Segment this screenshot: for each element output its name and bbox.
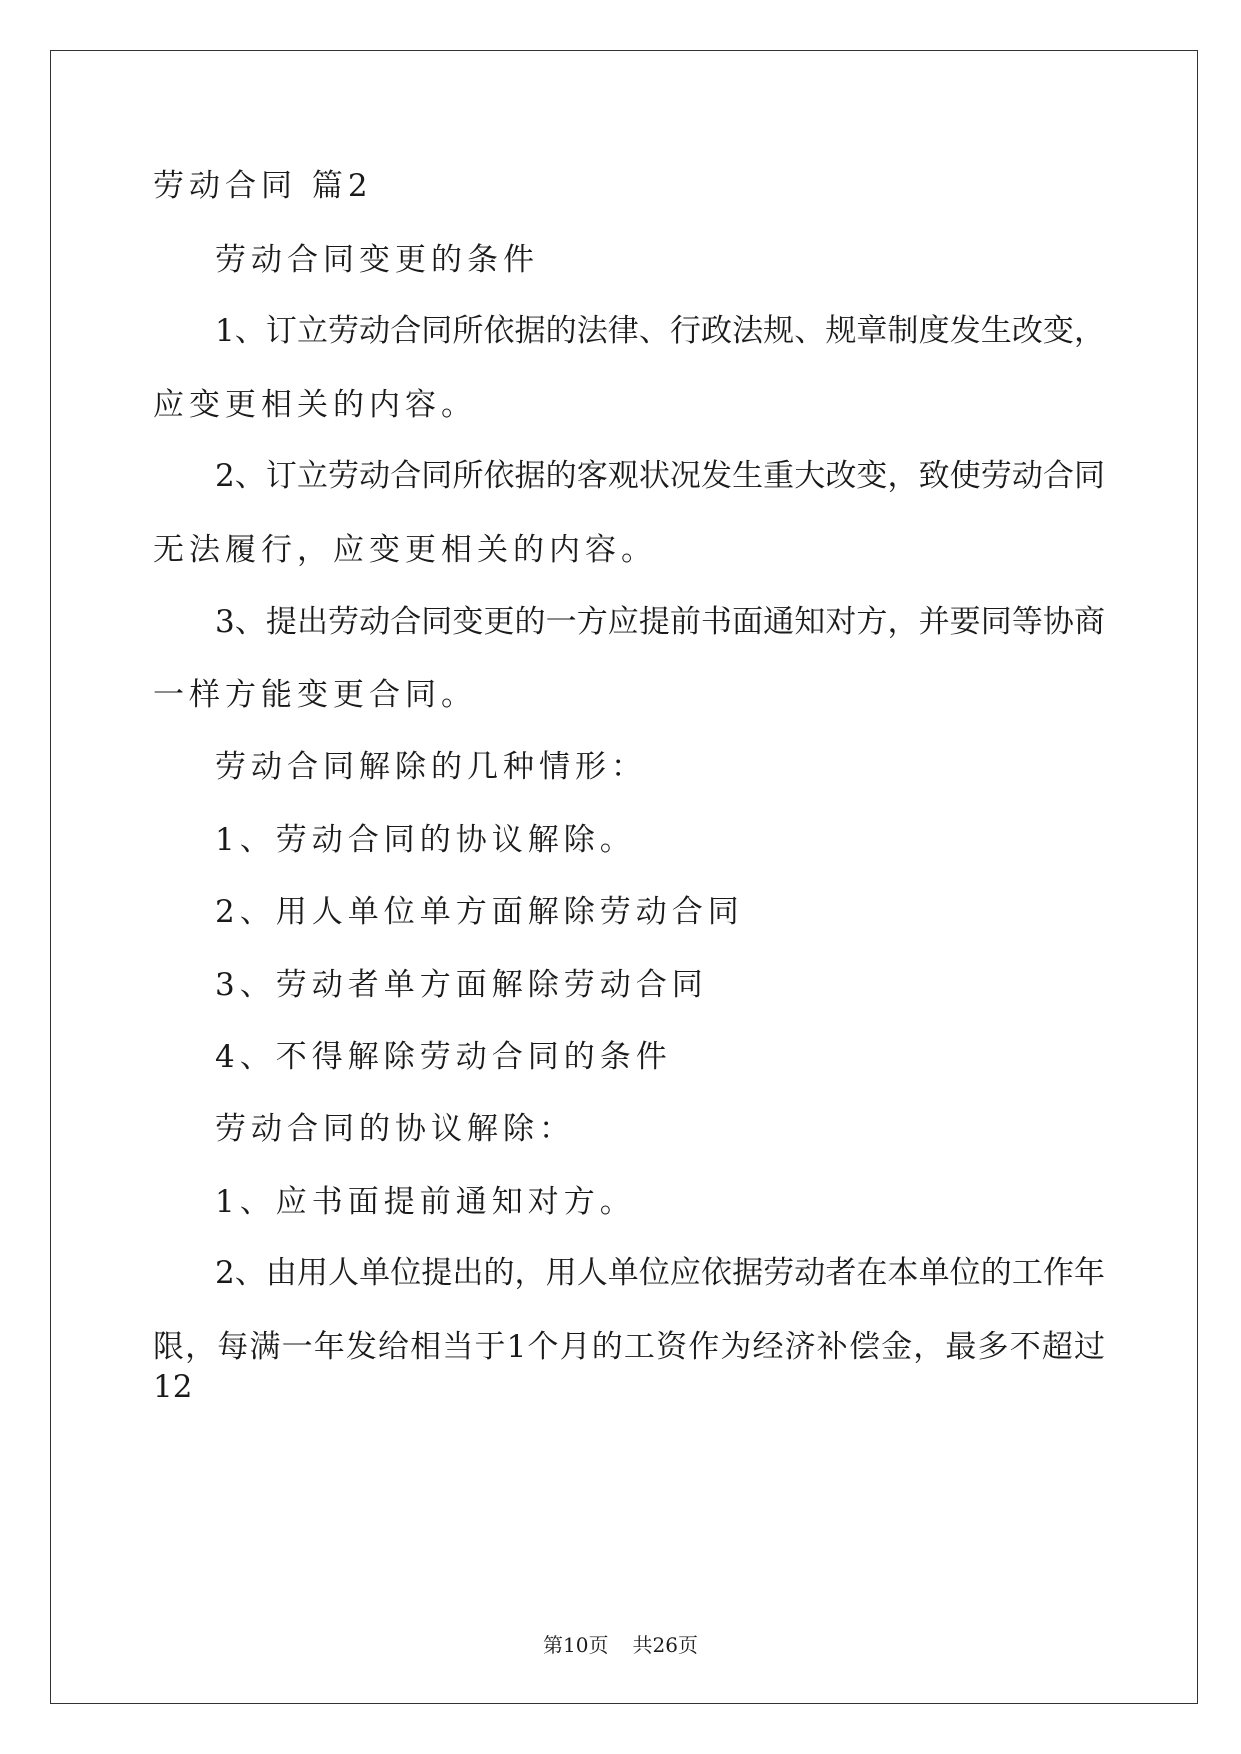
paragraph-line: 3、提出劳动合同变更的一方应提前书面通知对方，并要同等协商 [215,604,1105,640]
section-title-termination-cases: 劳动合同解除的几种情形： [215,749,647,785]
paragraph-line: 无法履行，应变更相关的内容。 [153,532,657,568]
page-footer [0,1633,1241,1657]
list-item: 3、劳动者单方面解除劳动合同 [215,967,708,1003]
section-title-agreement-termination: 劳动合同的协议解除： [215,1111,575,1147]
paragraph-line: 限，每满一年发给相当于1个月的工资作为经济补偿金，最多不超过12 [153,1329,1105,1405]
list-item: 1、劳动合同的协议解除。 [215,822,636,858]
list-item: 4、不得解除劳动合同的条件 [215,1039,672,1075]
page-number: 第10页 [543,1633,609,1657]
list-item: 1、应书面提前通知对方。 [215,1184,636,1220]
paragraph-line: 应变更相关的内容。 [153,387,477,423]
paragraph-line: 2、订立劳动合同所依据的客观状况发生重大改变，致使劳动合同 [215,458,1105,494]
section-title-change-conditions: 劳动合同变更的条件 [215,242,539,278]
page-total: 共26页 [632,1633,698,1657]
paragraph-line: 2、由用人单位提出的，用人单位应依据劳动者在本单位的工作年 [215,1255,1105,1291]
page-border [50,50,1198,1704]
paragraph-line: 一样方能变更合同。 [153,677,477,713]
list-item: 2、用人单位单方面解除劳动合同 [215,894,744,930]
paragraph-line: 1、订立劳动合同所依据的法律、行政法规、规章制度发生改变， [215,313,1105,349]
document-heading: 劳动合同 篇2 [153,168,373,204]
